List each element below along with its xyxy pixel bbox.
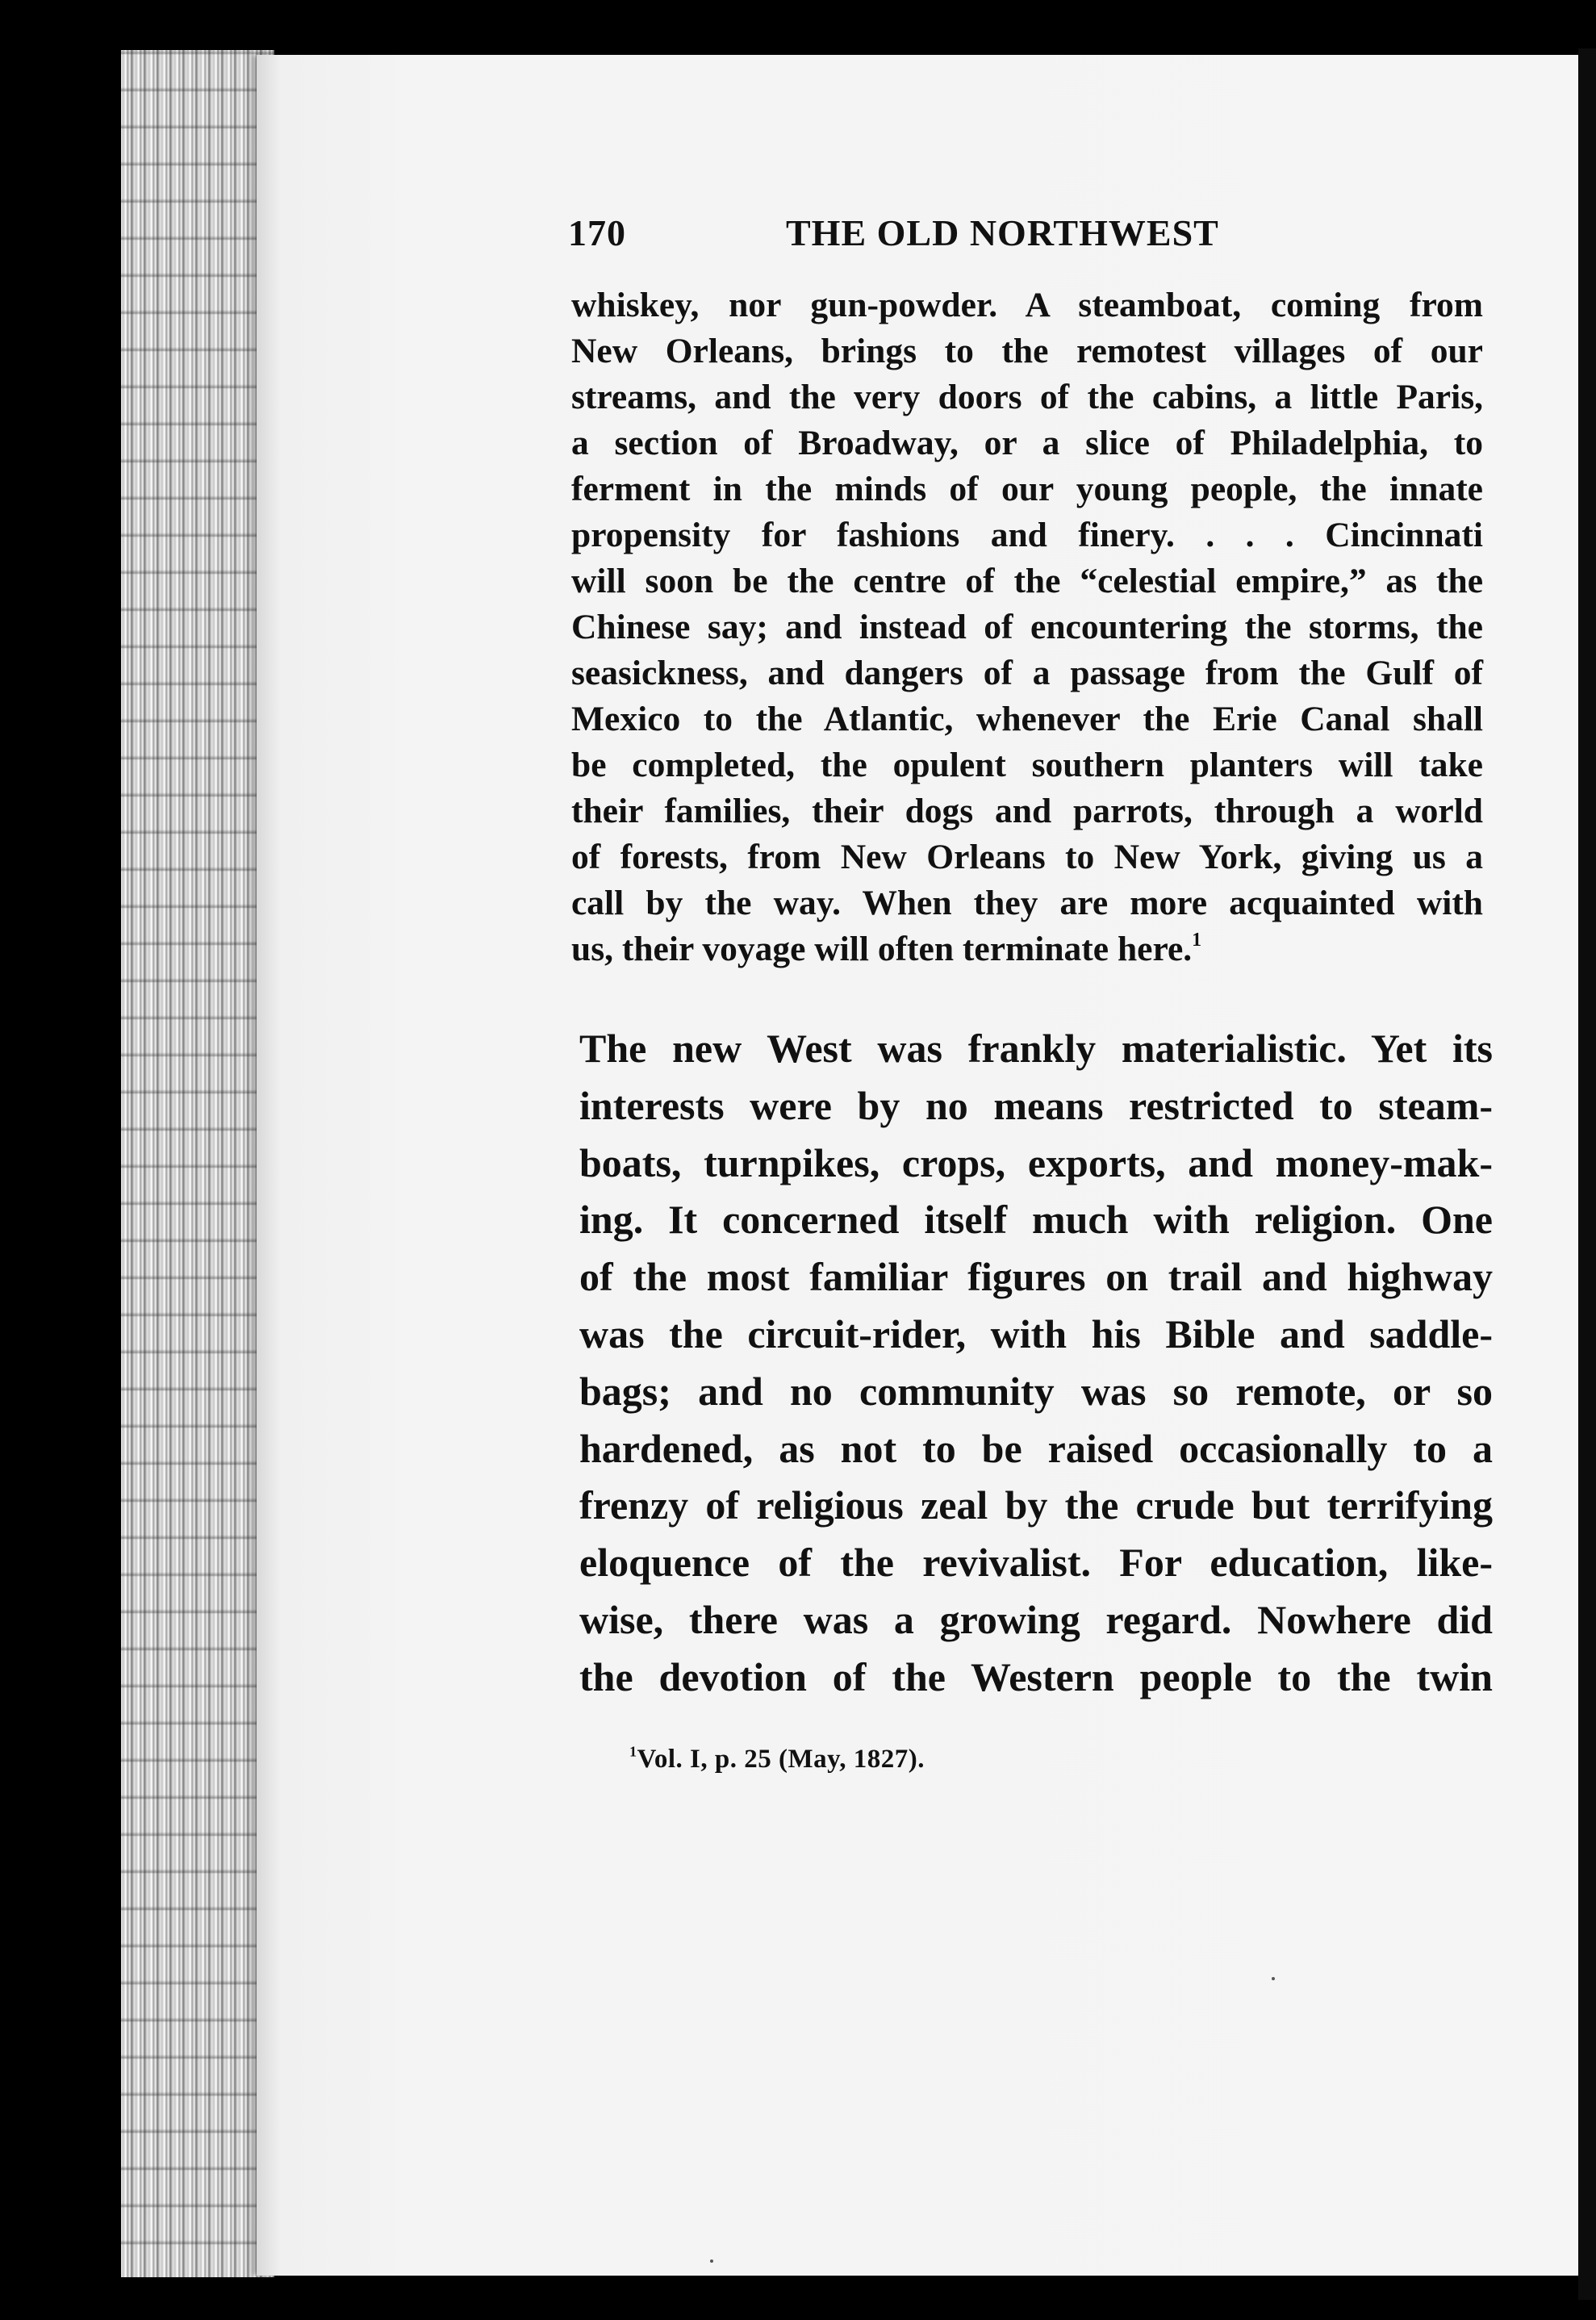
paragraph-line: wise, there was a growing regard. Nowhere did xyxy=(579,1596,1493,1642)
quote-line: a section of Broadway, or a slice of Philadelphia, to xyxy=(571,424,1483,462)
paragraph-line: boats, turnpikes, crops, exports, and money-mak- xyxy=(579,1139,1493,1185)
paragraph-line: frenzy of religious zeal by the crude but terrifying xyxy=(579,1482,1493,1528)
quote-line: be completed, the opulent southern planters will take xyxy=(571,746,1483,784)
quote-last-line xyxy=(571,926,1483,972)
quote-line: will soon be the centre of the “celestial empire,” as the xyxy=(571,562,1483,600)
page-number: 170 xyxy=(568,212,626,253)
paragraph-line: of the most familiar figures on trail and highway xyxy=(579,1254,1493,1300)
paragraph-line: the devotion of the Western people to the twin xyxy=(579,1653,1493,1699)
quote-line: propensity for fashions and finery. . . . Cincinnati xyxy=(571,516,1483,554)
quote-line: New Orleans, brings to the remotest villages of our xyxy=(571,332,1483,370)
paragraph-line: bags; and no community was so remote, or so xyxy=(579,1368,1493,1414)
paragraph-line: hardened, as not to be raised occasionally to a xyxy=(579,1425,1493,1471)
book-title: THE OLD NORTHWEST xyxy=(786,212,1219,253)
quote-line: us, their voyage will often terminate here. xyxy=(571,930,1193,968)
scan-speck xyxy=(1272,1977,1275,1980)
book-page-edges xyxy=(121,50,274,2277)
footnote xyxy=(629,1745,925,1774)
footnote-marker: 1 xyxy=(629,1743,637,1760)
quote-line: call by the way. When they are more acquainted with xyxy=(571,884,1483,922)
quote-line: streams, and the very doors of the cabins, a little Paris, xyxy=(571,378,1483,416)
footnote-reference: 1 xyxy=(1192,930,1202,951)
quote-line: ferment in the minds of our young people, the innate xyxy=(571,470,1483,508)
body-paragraph xyxy=(579,1020,1493,1706)
paragraph-line: The new West was frankly materialistic. Yet its xyxy=(579,1026,1493,1071)
quote-line: Chinese say; and instead of encountering the storms, the xyxy=(571,608,1483,646)
footnote-text: Vol. I, p. 25 (May, 1827). xyxy=(637,1745,925,1774)
scan-speck xyxy=(710,2259,713,2263)
scan-border xyxy=(1578,48,1596,2300)
quote-line: seasickness, and dangers of a passage from the Gulf of xyxy=(571,654,1483,692)
paragraph-line: eloquence of the revivalist. For education, like- xyxy=(579,1540,1493,1586)
paragraph-line: interests were by no means restricted to steam- xyxy=(579,1082,1493,1128)
paragraph-line: ing. It concerned itself much with religion. One xyxy=(579,1197,1493,1243)
block-quote xyxy=(571,282,1483,972)
quote-line: their families, their dogs and parrots, through a world xyxy=(571,792,1483,830)
quote-line: Mexico to the Atlantic, whenever the Erie Canal shall xyxy=(571,700,1483,738)
quote-line: of forests, from New Orleans to New York, giving us a xyxy=(571,838,1483,876)
paragraph-line: was the circuit-rider, with his Bible and saddle- xyxy=(579,1310,1493,1356)
running-head xyxy=(568,211,1496,260)
quote-line: whiskey, nor gun-powder. A steamboat, coming from xyxy=(571,286,1483,324)
